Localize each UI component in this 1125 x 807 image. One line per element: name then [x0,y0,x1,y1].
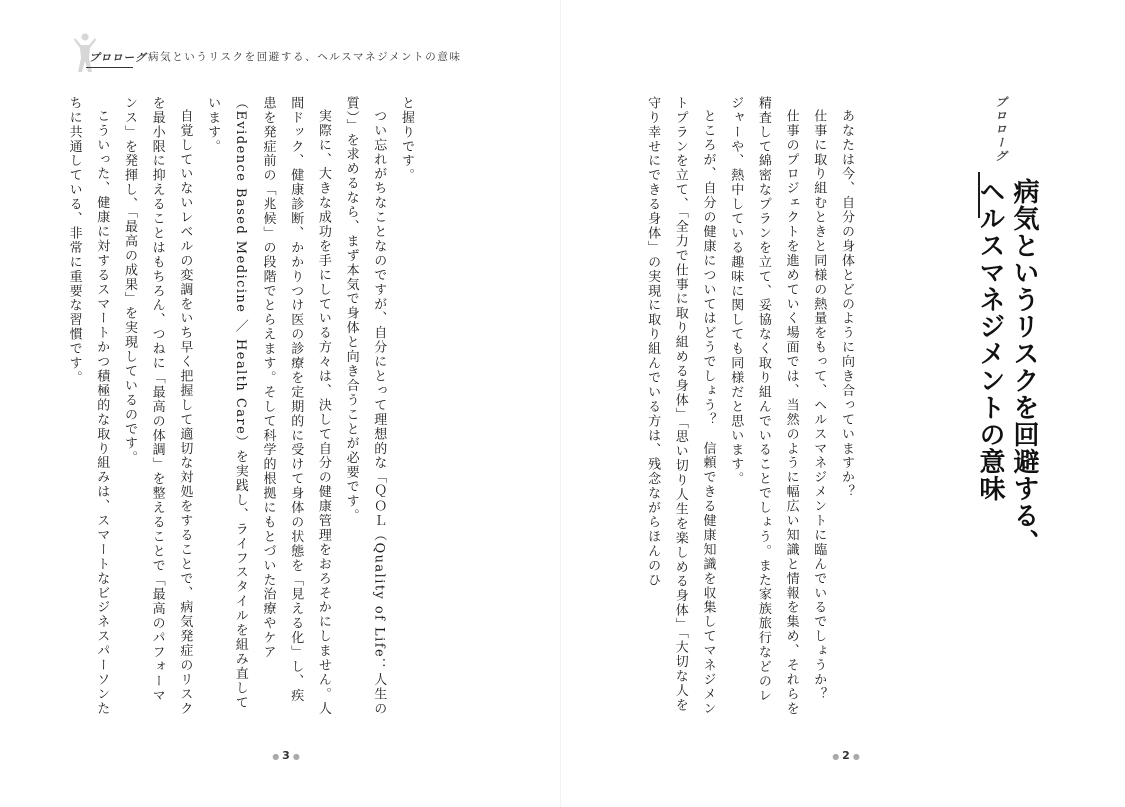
chapter-title-line2: ヘルスマネジメントの意味 [975,178,1005,502]
paragraph: と握りです。 [399,96,414,183]
page-number: ● 2 ● [832,749,860,762]
paragraph: つい忘れがちなことなのですが、自分にとって理想的な「ＱＯＬ（Quality of Life：人生の質）」を求めるなら、まず本気で身体と向き合うことが必要です。 [343,96,387,716]
paragraph: あなたは今、自分の身体とどのように向き合っていますか？ [839,109,854,500]
paragraph: 実際に、大きな成功を手にしている方々は、決して自分の健康管理をおろそかにしません。人間ドック、健康診断、かかりつけ医の診療を定期的に受けて身体の状態を「見える化」し、疾患を発症前の「兆候」の段階でとらえます。そして科学的根拠にもとづいた治療やケア（Evidence Based Medicine ／ Health Care）を実践し、ライフスタイルを組み直しています。 [205,96,331,716]
running-head-label: プロローグ [89,52,147,64]
paragraph: 仕事に取り組むときと同様の熱量をもって、ヘルスマネジメントに臨んでいるでしょうか？ [811,109,827,702]
running-head-title: 病気というリスクを回避する、ヘルスマネジメントの意味 [148,51,462,63]
paragraph: ところが、自分の健康についてはどうでしょう？ 信頼できる健康知識を収集してマネジメントプランを立て、「全力で仕事に取り組める身体」「思い切り人生を楽しめる身体」「大切な人を守り幸せにできる身体」の実現に取り組んでいる方は、残念ながらほんのひ [645,96,716,716]
paragraph: 自覚していないレベルの変調をいち早く把握して適切な対処をすることで、病気発症のリスクを最小限に抑えることはもちろん、つねに「最高の体調」を整えることで「最高のパフォーマンス」を発揮し、「最高の成果」を実現しているのです。 [121,96,193,716]
page-number: ● 3 ● [272,749,300,762]
paragraph: こういった、健康に対するスマートかつ積極的な取り組みは、スマートなビジネスパーソンたちに共通している、非常に重要な習慣です。 [66,96,110,716]
page-number-value: 2 [842,749,850,762]
right-page [560,0,1125,807]
paragraph: 仕事のプロジェクトを進めていく場面では、当然のように幅広い知識と情報を集め、それらを精査して綿密なプランを立て、妥協なく取り組んでいることでしょう。また家族旅行などのレジャーや、熱中している趣味に関しても同様だと思います。 [728,96,799,716]
chapter-label: プロローグ [994,96,1008,164]
running-head [72,30,532,74]
page-number-value: 3 [282,749,290,762]
left-page [0,0,560,807]
chapter-title-line1: 病気というリスクを回避する、 [1009,178,1039,556]
right-body-text [638,96,860,716]
running-head-underline [86,67,133,68]
left-body-text [60,96,420,716]
chapter-title [973,178,1041,556]
